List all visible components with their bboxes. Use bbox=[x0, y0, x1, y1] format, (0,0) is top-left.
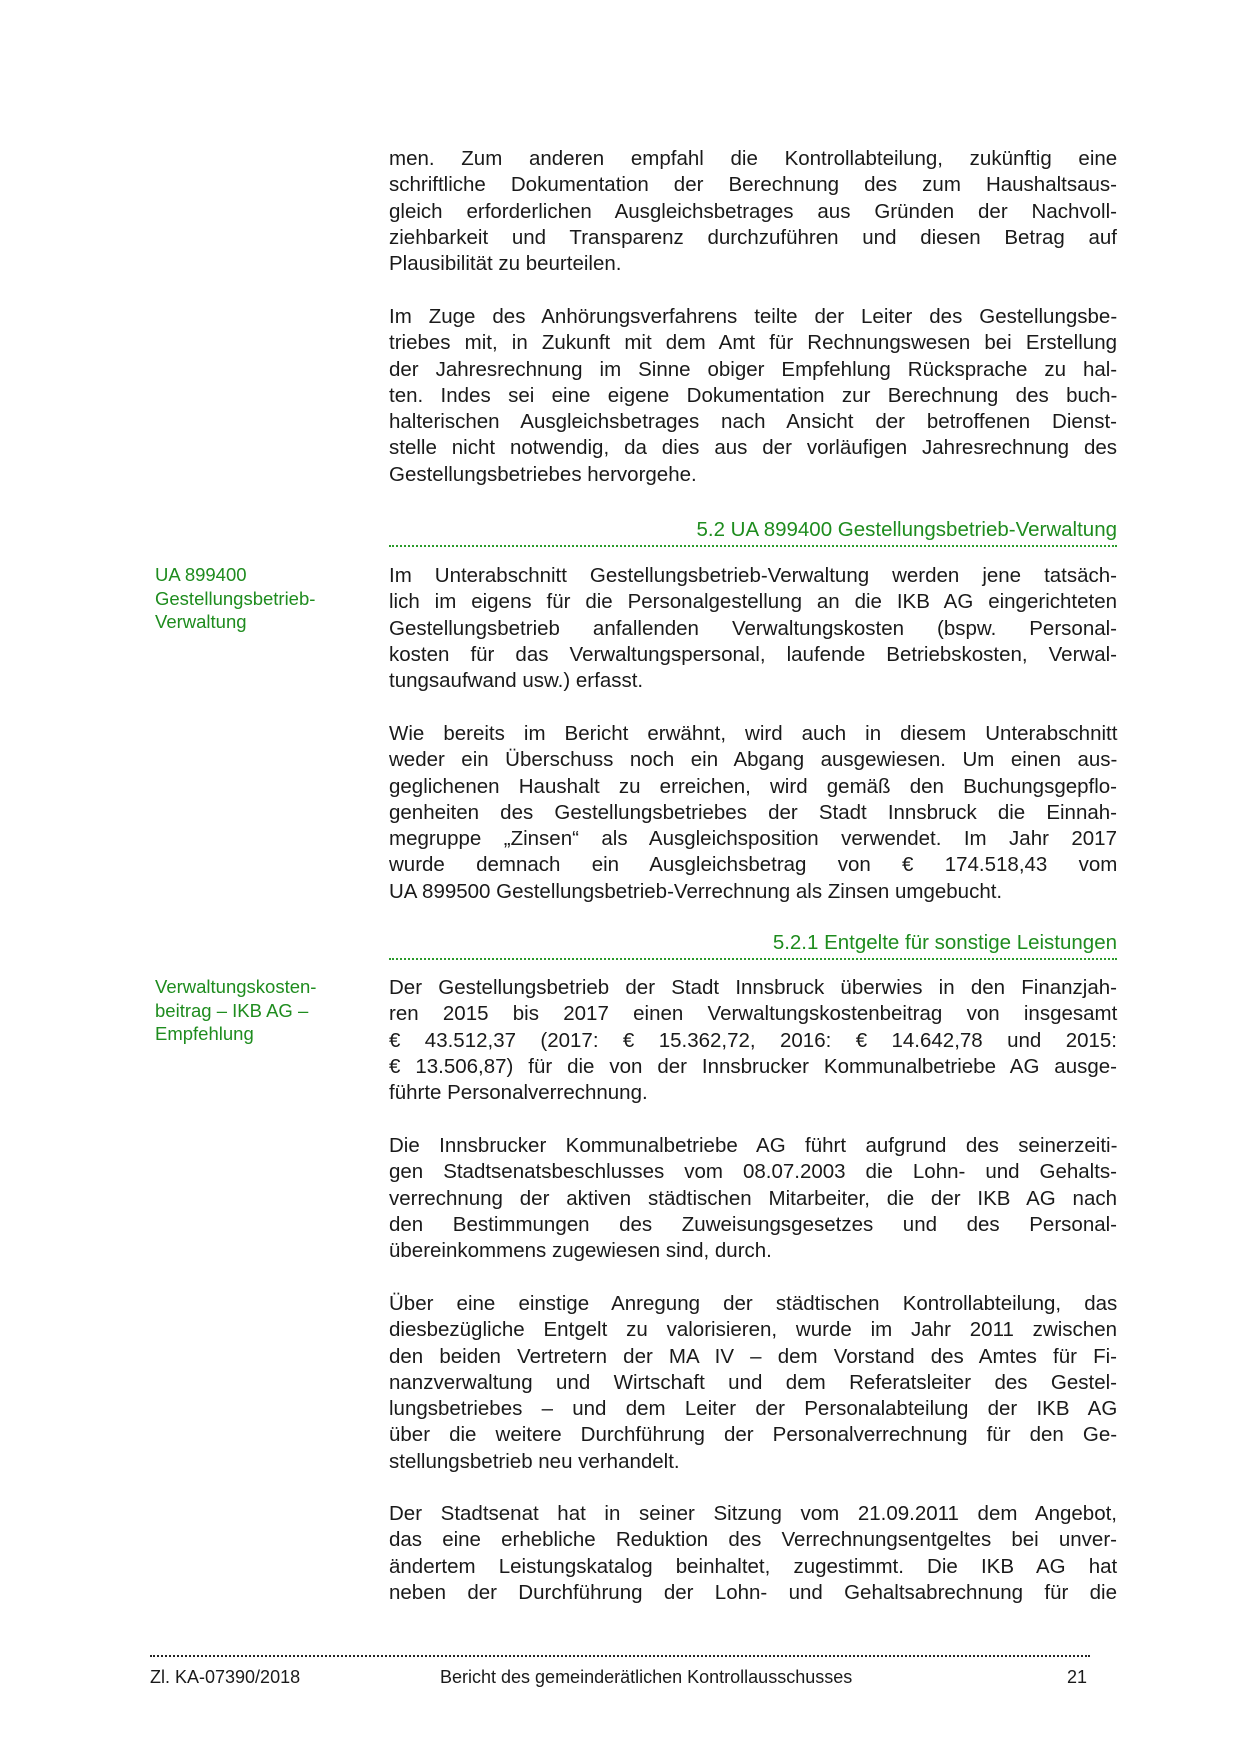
text-line: übereinkommens zugewiesen sind, durch. bbox=[389, 1239, 772, 1263]
text-line: weder ein Überschuss noch ein Abgang ausgewiesen. Um einen aus- bbox=[389, 748, 1118, 772]
text-line: € 43.512,37 (2017: € 15.362,72, 2016: € 14.642,78 und 2015: bbox=[389, 1028, 1117, 1052]
text-line: megruppe „Zinsen“ als Ausgleichsposition verwendet. Im Jahr 2017 bbox=[389, 827, 1117, 851]
text-line: Wie bereits im Bericht erwähnt, wird auch in diesem Unterabschnitt bbox=[389, 722, 1118, 745]
footer-title: Bericht des gemeinderätlichen Kontrollausschusses bbox=[440, 1667, 853, 1687]
heading-divider bbox=[389, 958, 1117, 960]
text-line: das eine erhebliche Reduktion des Verrechnungsentgeltes bei unver- bbox=[389, 1528, 1117, 1552]
text-line: gen Stadtsenatsbeschlusses vom 08.07.2003 die Lohn- und Gehalts- bbox=[389, 1160, 1117, 1184]
text-line: schriftliche Dokumentation der Berechnung des zum Haushaltsaus- bbox=[389, 173, 1117, 197]
text-line: lungsbetriebes – und dem Leiter der Personalabteilung der IKB AG bbox=[389, 1397, 1118, 1421]
text-line: über die weitere Durchführung der Personalverrechnung für den Ge- bbox=[389, 1423, 1118, 1447]
paragraph-3 bbox=[389, 563, 1117, 694]
text-line: € 13.506,87) für die von der Innsbrucker Kommunalbetriebe AG ausge- bbox=[389, 1054, 1117, 1078]
page-number: 21 bbox=[1067, 1667, 1088, 1687]
paragraph-2 bbox=[389, 304, 1117, 488]
margin-note-line: beitrag – IKB AG – bbox=[155, 999, 309, 1021]
footer-divider bbox=[150, 1655, 1090, 1657]
text-line: stelle nicht notwendig, da dies aus der vorläufigen Jahresrechnung des bbox=[389, 436, 1118, 460]
margin-note-line: UA 899400 bbox=[155, 564, 247, 585]
text-line: men. Zum anderen empfahl die Kontrollabteilung, zukünftig eine bbox=[389, 147, 1118, 170]
paragraph-6 bbox=[389, 1133, 1117, 1264]
text-line: ren 2015 bis 2017 einen Verwaltungskostenbeitrag von insgesamt bbox=[389, 1002, 1118, 1026]
paragraph-8 bbox=[389, 1501, 1117, 1606]
text-line: den Bestimmungen des Zuweisungsgesetzes und des Personal- bbox=[389, 1212, 1117, 1236]
text-line: Der Stadtsenat hat in seiner Sitzung vom 21.09.2011 dem Angebot, bbox=[389, 1502, 1117, 1525]
text-line: wurde demnach ein Ausgleichsbetrag von € 174.518,43 vom bbox=[389, 853, 1118, 877]
text-line: neben der Durchführung der Lohn- und Gehaltsabrechnung für die bbox=[389, 1580, 1117, 1604]
text-line: Über eine einstige Anregung der städtischen Kontrollabteilung, das bbox=[389, 1292, 1118, 1315]
text-line: Der Gestellungsbetrieb der Stadt Innsbruck überwies in den Finanzjah- bbox=[389, 976, 1117, 999]
section-heading-5-2: 5.2 UA 899400 Gestellungsbetrieb-Verwaltung bbox=[696, 518, 1117, 541]
text-line: ändertem Leistungskatalog beinhaltet, zugestimmt. Die IKB AG hat bbox=[389, 1554, 1118, 1578]
text-line: halterischen Ausgleichsbetrages nach Ansicht der betroffenen Dienst- bbox=[389, 410, 1117, 434]
text-line: triebes mit, in Zukunft mit dem Amt für Rechnungswesen bei Erstellung bbox=[389, 331, 1117, 355]
text-line: den beiden Vertretern der MA IV – dem Vorstand des Amtes für Fi- bbox=[389, 1344, 1117, 1368]
text-line: UA 899500 Gestellungsbetrieb-Verrechnung als Zinsen umgebucht. bbox=[389, 879, 1003, 903]
heading-divider bbox=[389, 545, 1117, 547]
paragraph-1 bbox=[389, 146, 1117, 277]
text-line: nanzverwaltung und Wirtschaft und dem Referatsleiter des Gestel- bbox=[389, 1370, 1117, 1394]
paragraph-5 bbox=[389, 975, 1117, 1106]
text-line: genheiten des Gestellungsbetriebes der Stadt Innsbruck die Einnah- bbox=[389, 800, 1117, 824]
text-line: kosten für das Verwaltungspersonal, laufende Betriebskosten, Verwal- bbox=[389, 642, 1117, 666]
text-line: führte Personalverrechnung. bbox=[389, 1081, 648, 1105]
section-heading-5-2-1: 5.2.1 Entgelte für sonstige Leistungen bbox=[772, 931, 1117, 954]
text-line: lich im eigens für die Personalgestellung an die IKB AG eingerichteten bbox=[389, 590, 1117, 614]
paragraph-7 bbox=[389, 1291, 1117, 1475]
paragraph-4 bbox=[389, 721, 1117, 905]
text-line: ziehbarkeit und Transparenz durchzuführen und diesen Betrag auf bbox=[389, 225, 1117, 249]
text-line: tungsaufwand usw.) erfasst. bbox=[389, 669, 644, 693]
text-line: Plausibilität zu beurteilen. bbox=[389, 252, 622, 276]
margin-note-line: Empfehlung bbox=[155, 1023, 254, 1044]
margin-note-line: Verwaltungskosten- bbox=[155, 976, 317, 997]
margin-note-ua-899400 bbox=[155, 563, 355, 634]
text-line: Im Zuge des Anhörungsverfahrens teilte der Leiter des Gestellungsbe- bbox=[389, 305, 1118, 328]
text-line: stellungsbetrieb neu verhandelt. bbox=[389, 1449, 680, 1473]
margin-note-line: Verwaltung bbox=[155, 611, 247, 632]
text-line: ten. Indes sei eine eigene Dokumentation zur Berechnung des buch- bbox=[389, 383, 1118, 407]
text-line: Die Innsbrucker Kommunalbetriebe AG führt aufgrund des seinerzeiti- bbox=[389, 1134, 1118, 1157]
text-line: Gestellungsbetrieb anfallenden Verwaltungskosten (bspw. Personal- bbox=[389, 616, 1117, 640]
text-line: diesbezügliche Entgelt zu valorisieren, wurde im Jahr 2011 zwischen bbox=[389, 1318, 1117, 1342]
text-line: verrechnung der aktiven städtischen Mitarbeiter, die der IKB AG nach bbox=[389, 1186, 1117, 1210]
margin-note-line: Gestellungsbetrieb- bbox=[155, 587, 316, 609]
text-line: Im Unterabschnitt Gestellungsbetrieb-Verwaltung werden jene tatsäch- bbox=[389, 564, 1117, 587]
footer-reference: Zl. KA-07390/2018 bbox=[150, 1667, 301, 1687]
text-line: geglichenen Haushalt zu erreichen, wird gemäß den Buchungsgepflo- bbox=[389, 774, 1117, 798]
text-line: gleich erforderlichen Ausgleichsbetrages aus Gründen der Nachvoll- bbox=[389, 199, 1117, 223]
margin-note-verwaltungskostenbeitrag bbox=[155, 975, 355, 1046]
text-line: Gestellungsbetriebes hervorgehe. bbox=[389, 462, 697, 486]
text-line: der Jahresrechnung im Sinne obiger Empfehlung Rücksprache zu hal- bbox=[389, 357, 1118, 381]
